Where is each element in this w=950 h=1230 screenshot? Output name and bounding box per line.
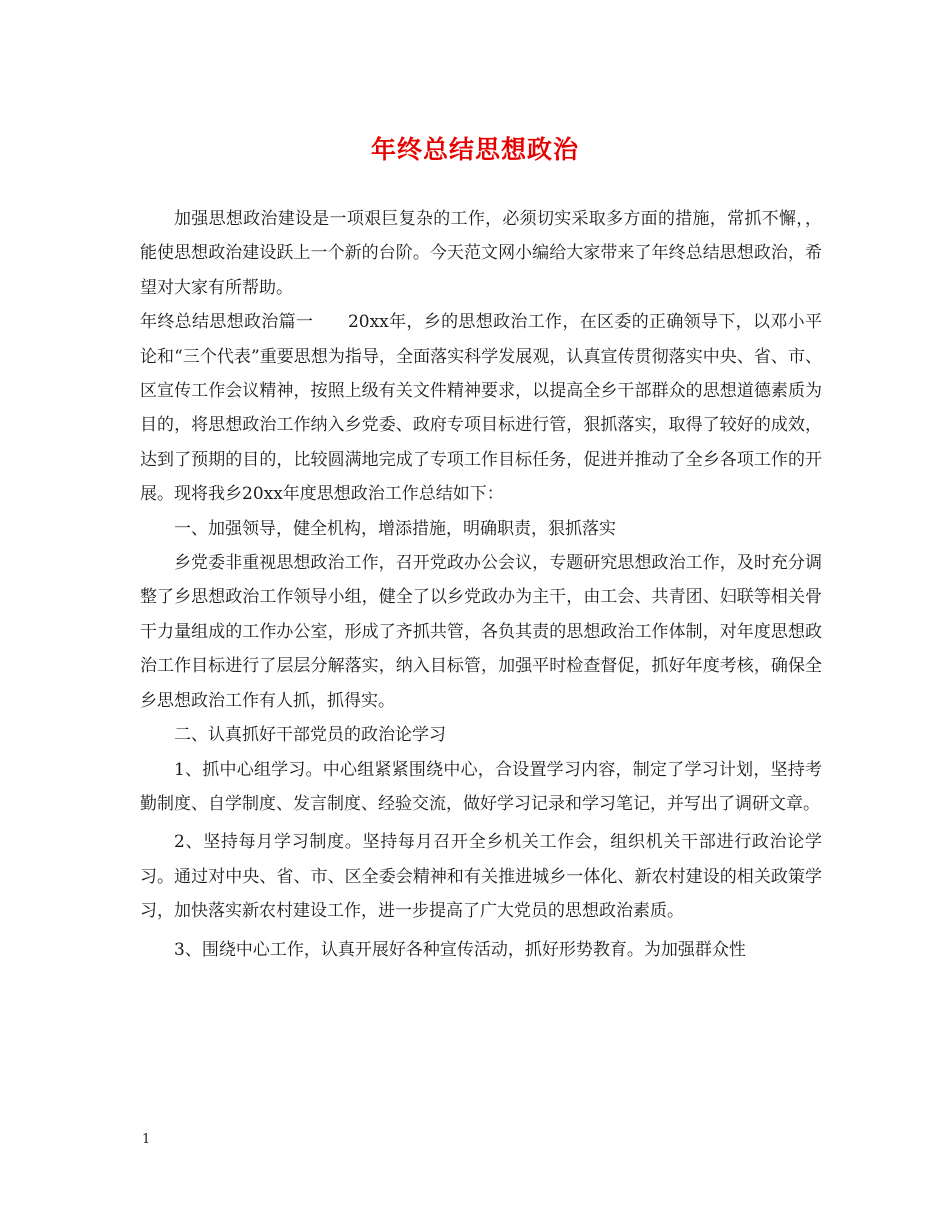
intro-paragraph: 加强思想政治建设是一项艰巨复杂的工作，必须切实采取多方面的措施，常抓不懈，，能使思想政治建设跃上一个新的台阶。今天范文网小编给大家带来了年终总结思想政治，希望对大家有所帮助。 bbox=[140, 209, 822, 298]
document-title: 年终总结思想政治 bbox=[370, 135, 579, 164]
list-item-one: 1、抓中心组学习。中心组紧紧围绕中心，合设置学习内容，制定了学习计划，坚持考勤制度、自学制度、发言制度、经验交流，做好学习记录和学习笔记，并写出了调研文章。 bbox=[140, 759, 822, 814]
list-item-two: 2、坚持每月学习制度。坚持每月召开全乡机关工作会，组织机关干部进行政治论学习。通过对中央、省、市、区全委会精神和有关推进城乡一体化、新农村建设的相关政策学习，加快落实新农村建设工作，进一步提高了广大党员的思想政治素质。 bbox=[140, 832, 822, 922]
heading-two: 二、认真抓好干部党员的政治论学习 bbox=[174, 725, 446, 746]
document-body bbox=[140, 202, 822, 967]
page-number: 1 bbox=[142, 1132, 151, 1147]
body-paragraph: 乡党委非重视思想政治工作，召开党政办公会议，专题研究思想政治工作，及时充分调整了乡思想政治工作领导小组，健全了以乡党政办为主干，由工会、共青团、妇联等相关骨干力量组成的工作办公室，形成了齐抓共管，各负其责的思想政治工作体制，对年度思想政治工作目标进行了层层分解落实，纳入目标管，加强平时检查督促，抓好年度考核，确保全乡思想政治工作有人抓，抓得实。 bbox=[140, 553, 822, 711]
list-item-three: 3、围绕中心工作，认真开展好各种宣传活动，抓好形势教育。为加强群众性 bbox=[174, 939, 746, 960]
heading-one: 一、加强领导，健全机构，增添措施，明确职责，狠抓落实 bbox=[174, 518, 616, 539]
section-one-paragraph: 年终总结思想政治篇一 20xx年，乡的思想政治工作，在区委的正确领导下，以邓小平论和“三个代表”重要思想为指导，全面落实科学发展观，认真宣传贯彻落实中央、省、市、区宣传工作会议精神，按照上级有关文件精神要求，以提高全乡干部群众的思想道德素质为目的，将思想政治工作纳入乡党委、政府专项目标进行管，狠抓落实，取得了较好的成效，达到了预期的目的，比较圆满地完成了专项工作目标任务，促进并推动了全乡各项工作的开展。现将我乡20xx年度思想政治工作总结如下： bbox=[140, 312, 822, 505]
